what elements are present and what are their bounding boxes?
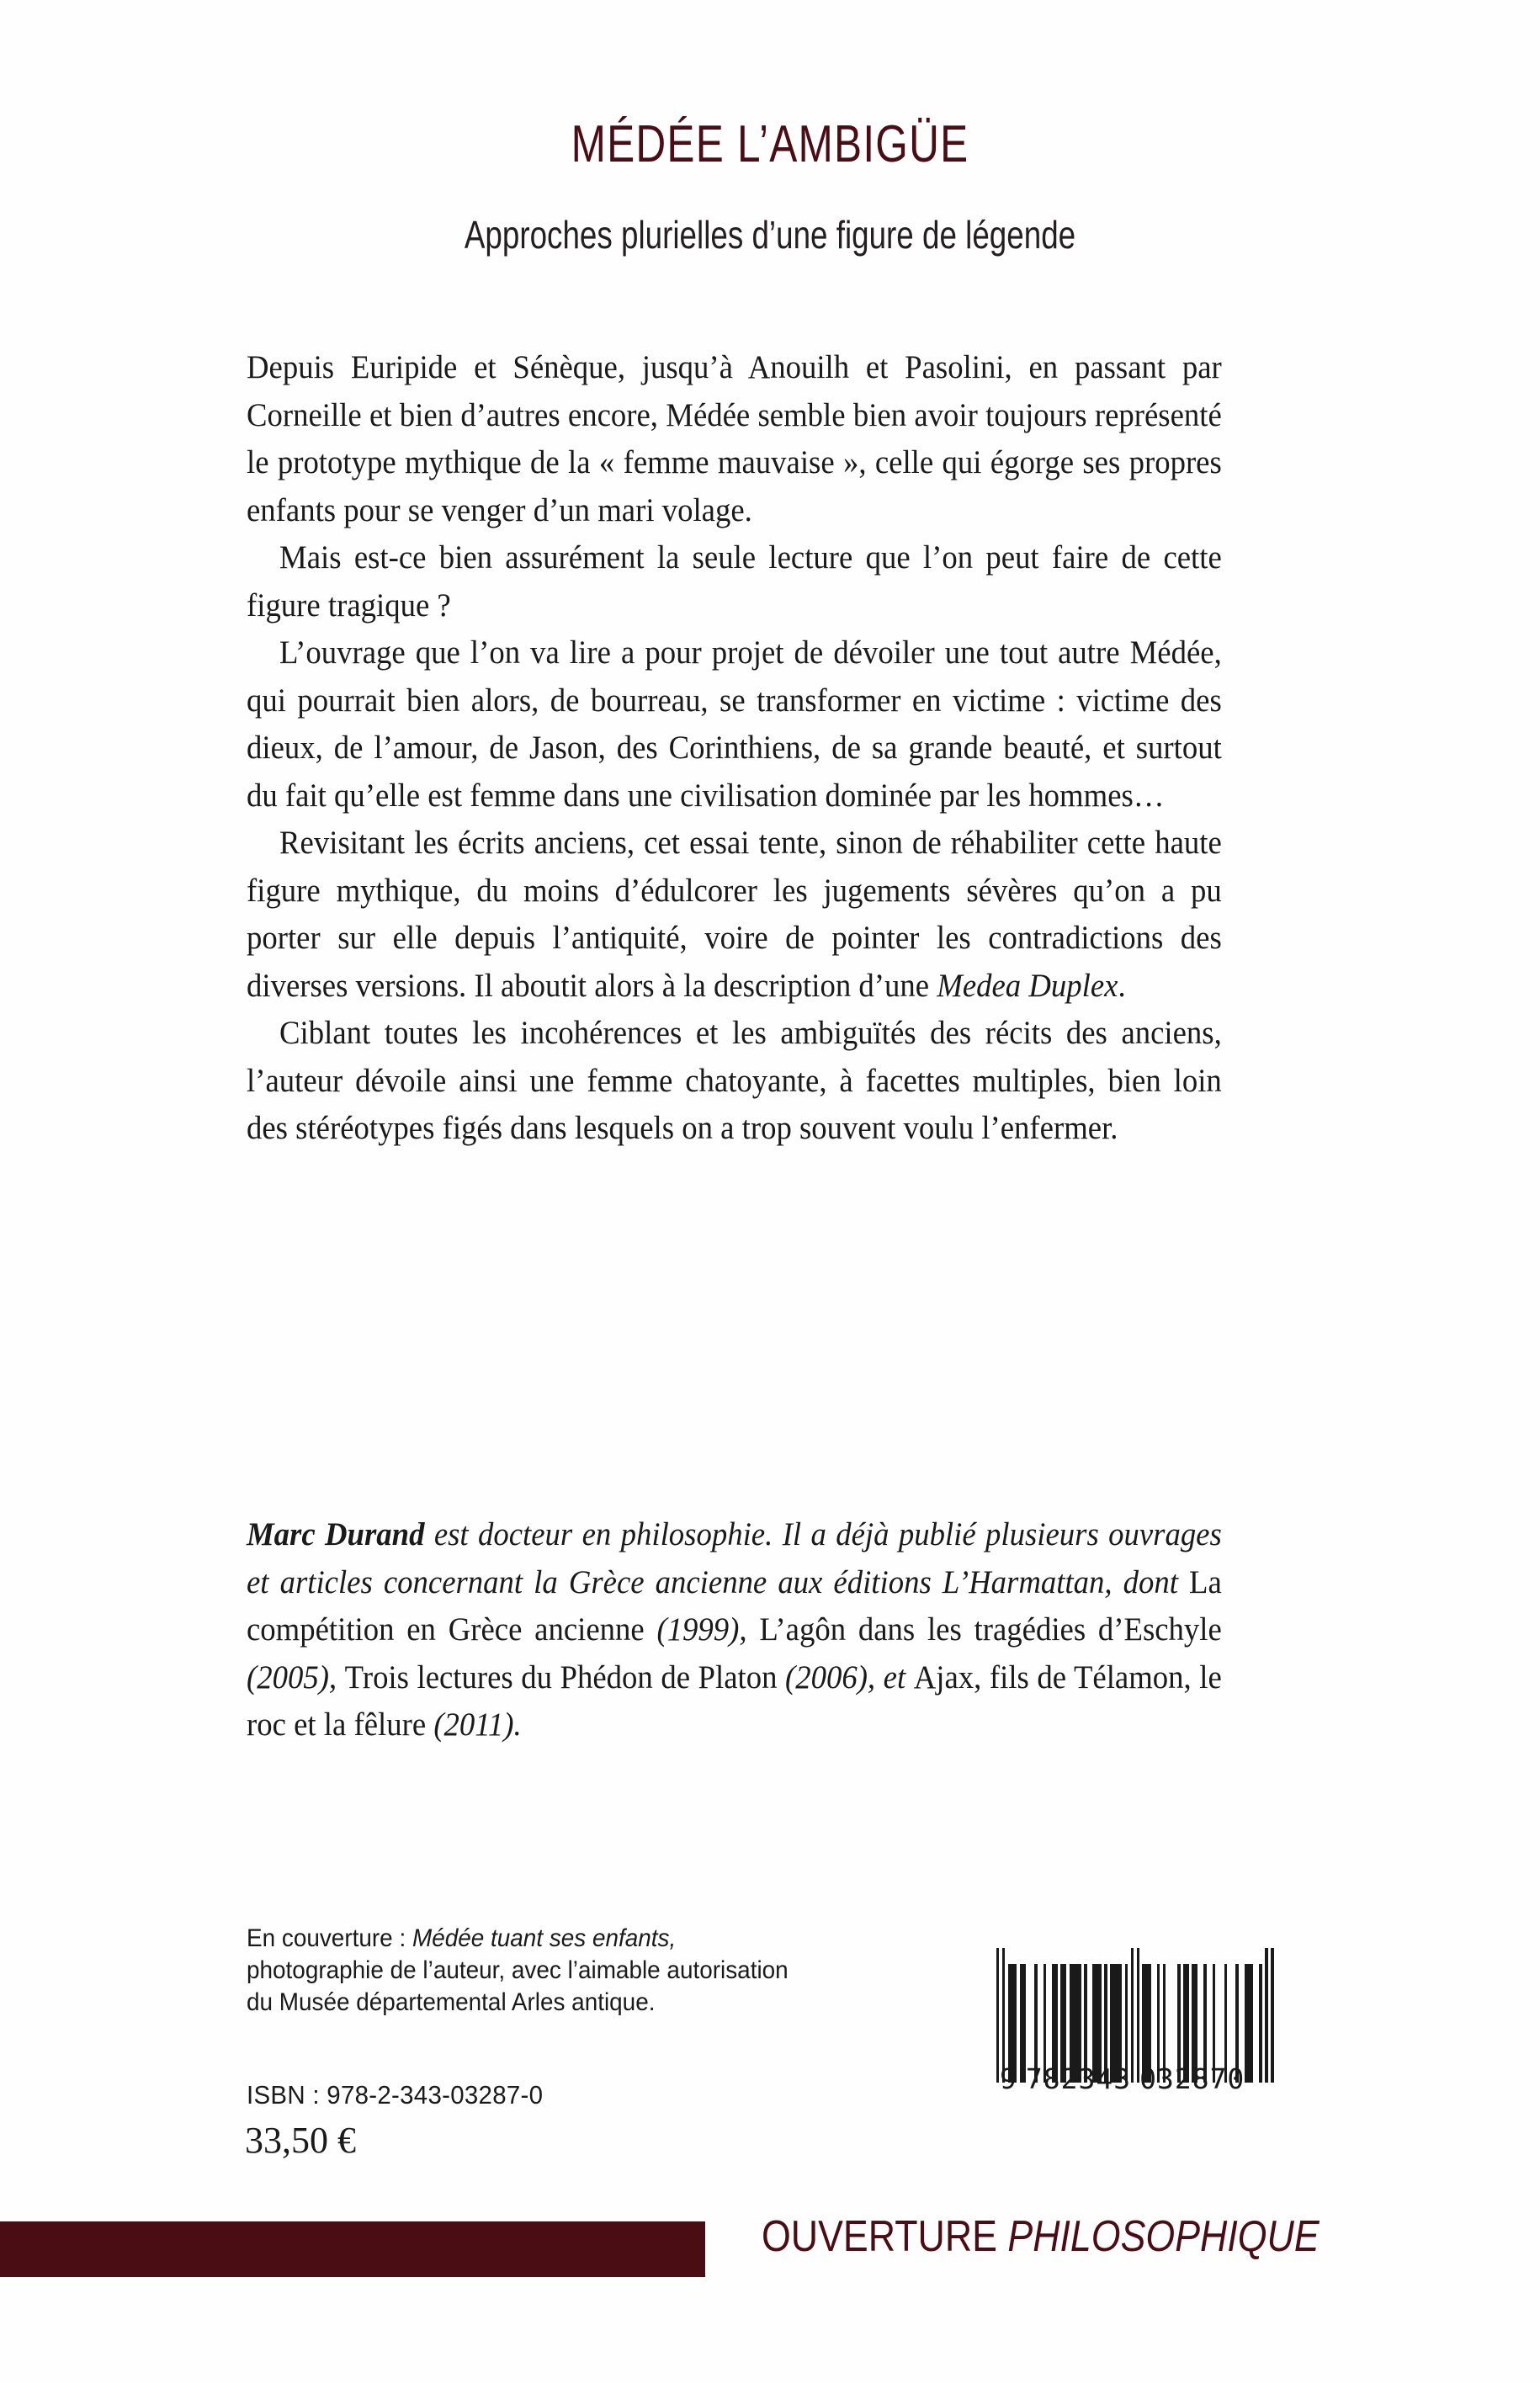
bio-work-1: La compétition en Grèce ancienne [247, 1563, 1222, 1648]
blurb-paragraph-2: Mais est-ce bien assurément la seule lecture que l’on peut faire de cette figure tragique ? [247, 539, 1222, 624]
barcode-digit-right: 032870 [1139, 2062, 1245, 2095]
bio-year-4: (2011). [426, 1706, 522, 1743]
credit-line-3: du Musée départemental Arles antique. [247, 1988, 656, 2016]
page-subtitle: Approches plurielles d’une figure de légende [464, 213, 1076, 257]
blurb-p4-lead: Revisitant les écrits anciens, cet essai tente, sinon de réhabiliter cette haute figure mythique, du moins d’édulcorer les jugements sévères qu’on a pu porter sur elle depuis l’antiquité, voire de pointer les contradictions des diverses versions. Il aboutit alors à la description d’une [247, 824, 1222, 1004]
collection-name [762, 2211, 1320, 2262]
blurb-paragraph-4 [247, 819, 1222, 1009]
blurb-paragraph-3: L’ouvrage que l’on va lire a pour projet de dévoiler une tout autre Médée, qui pourrait bien alors, de bourreau, se transformer en victime : victime des dieux, de l’amour, de Jason, des Corinthiens, de sa grande beauté, et surtout du fait qu’elle est femme dans une civilisation dominée par les hommes… [247, 634, 1222, 814]
price-text: 33,50 € [245, 2120, 356, 2161]
bio-work-2: L’agôn dans les tragédies d’Eschyle [759, 1611, 1222, 1648]
author-bio [247, 1510, 1222, 1749]
bio-conjunction: et [883, 1658, 914, 1696]
medea-duplex-title: Medea Duplex [937, 966, 1118, 1004]
collection-word-ouverture: OUVERTURE [762, 2212, 1008, 2261]
bio-year-2: (2005), [247, 1658, 345, 1696]
blurb-text [247, 343, 1222, 1152]
bio-year-3: (2006), [777, 1658, 884, 1696]
cover-artwork-title: Médée tuant ses enfants, [412, 1924, 677, 1952]
bio-segment-1: est docteur en philosophie. Il a déjà publié plusieurs ouvrages et articles concernant la Grèce ancienne aux éditions L’Harmattan, dont [247, 1515, 1222, 1600]
cover-credit [247, 1923, 896, 2019]
bio-year-1: (1999), [644, 1611, 760, 1648]
barcode-digit-left: 782343 [1025, 2062, 1132, 2095]
bio-work-3: Trois lectures du Phédon de Platon [344, 1658, 778, 1696]
blurb-p4-tail: . [1118, 966, 1126, 1004]
blurb-paragraph-5: Ciblant toutes les incohérences et les ambiguïtés des récits des anciens, l’auteur dévoile ainsi une femme chatoyante, à facettes multiples, bien loin des stéréotypes figés dans lesquels on a trop souvent voulu l’enfermer. [247, 1014, 1222, 1146]
credit-line-2: photographie de l’auteur, avec l’aimable autorisation [247, 1956, 789, 1984]
credit-line-1 [247, 1923, 896, 1955]
footer-accent-bar [0, 2221, 705, 2277]
author-name: Marc Durand [247, 1515, 425, 1552]
title-block [0, 115, 1540, 257]
barcode-digit-prefix: 9 [1000, 2062, 1017, 2095]
isbn-text: ISBN : 978-2-343-03287-0 [247, 2080, 544, 2110]
barcode-digits [996, 2062, 1274, 2095]
bio-work-4: Ajax, fils de Télamon, le roc et la fêlure [247, 1658, 1222, 1743]
credit-label: En couverture : [247, 1924, 412, 1952]
page-title: MÉDÉE L’AMBIGÜE [571, 115, 969, 173]
blurb-paragraph-1: Depuis Euripide et Sénèque, jusqu’à Anouilh et Pasolini, en passant par Corneille et bien d’autres encore, Médée semble bien avoir toujours représenté le prototype mythique de la « femme mauvaise », celle qui égorge ses propres enfants pour se venger d’un mari volage. [247, 348, 1222, 528]
barcode [996, 1948, 1274, 2095]
collection-word-philosophique: PHILOSOPHIQUE [1007, 2212, 1320, 2261]
author-bio-paragraph [247, 1510, 1222, 1749]
